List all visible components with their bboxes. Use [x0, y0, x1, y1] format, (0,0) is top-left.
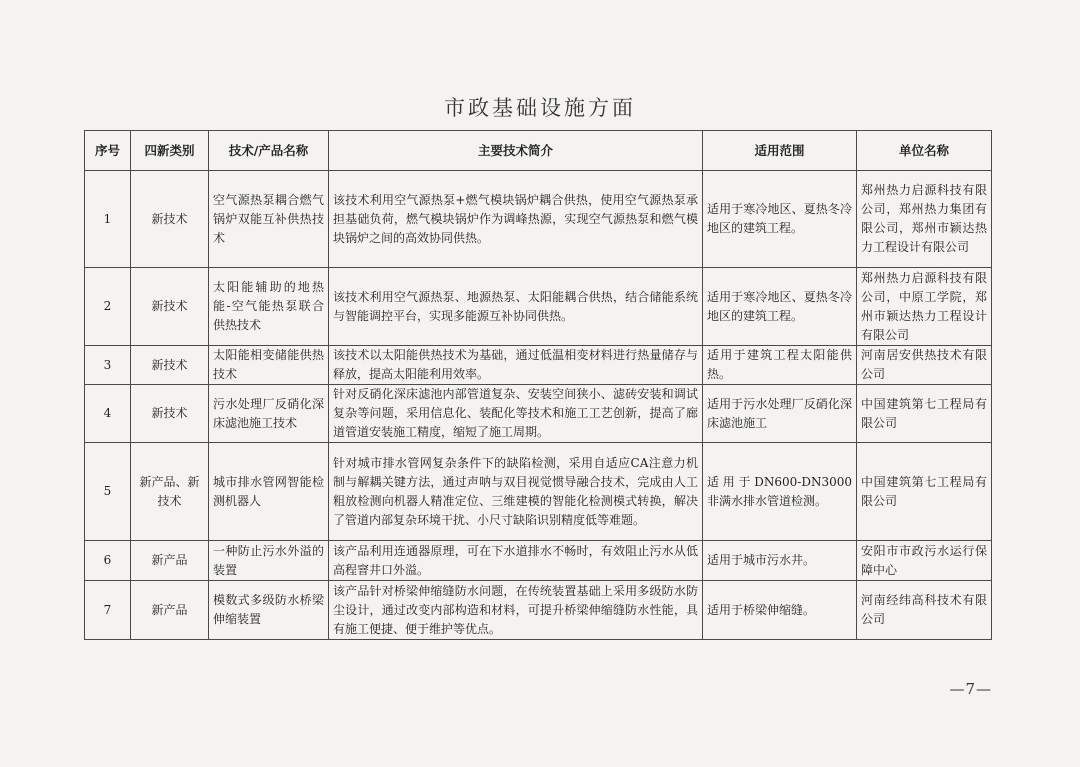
row-number: 4 — [85, 385, 131, 443]
header-number: 序号 — [85, 131, 131, 171]
technology-table — [84, 130, 992, 640]
row-category: 新技术 — [131, 171, 209, 268]
row-description: 针对城市排水管网复杂条件下的缺陷检测，采用自适应CA注意力机制与解耦关键方法，通过声呐与双目视觉惯导融合技术，完成由人工粗放检测向机器人精准定位、三维建模的智能化检测模式转换，解决了管道内部复杂环境干扰、小尺寸缺陷识别精度低等难题。 — [329, 443, 703, 541]
row-name: 空气源热泵耦合燃气锅炉双能互补供热技术 — [209, 171, 329, 268]
header-category: 四新类别 — [131, 131, 209, 171]
row-unit: 中国建筑第七工程局有限公司 — [857, 385, 992, 443]
row-unit: 河南居安供热技术有限公司 — [857, 346, 992, 385]
row-unit: 安阳市市政污水运行保障中心 — [857, 541, 992, 581]
header-name: 技术/产品名称 — [209, 131, 329, 171]
table-row — [85, 268, 992, 346]
row-number: 2 — [85, 268, 131, 346]
row-name: 城市排水管网智能检测机器人 — [209, 443, 329, 541]
row-scope: 适用于污水处理厂反硝化深床滤池施工 — [703, 385, 857, 443]
row-unit: 河南经纬高科技术有限公司 — [857, 581, 992, 640]
row-description: 该技术以太阳能供热技术为基础，通过低温相变材料进行热量储存与释放，提高太阳能利用效率。 — [329, 346, 703, 385]
row-number: 3 — [85, 346, 131, 385]
row-scope: 适用于寒冷地区、夏热冬冷地区的建筑工程。 — [703, 171, 857, 268]
row-number: 1 — [85, 171, 131, 268]
row-description: 该技术利用空气源热泵+燃气模块锅炉耦合供热，使用空气源热泵承担基础负荷，燃气模块锅炉作为调峰热源，实现空气源热泵和燃气模块锅炉之间的高效协同供热。 — [329, 171, 703, 268]
row-unit: 郑州热力启源科技有限公司，郑州热力集团有限公司，郑州市颖达热力工程设计有限公司 — [857, 171, 992, 268]
row-category: 新产品 — [131, 541, 209, 581]
row-name: 模数式多级防水桥梁伸缩装置 — [209, 581, 329, 640]
row-category: 新产品 — [131, 581, 209, 640]
row-name: 污水处理厂反硝化深床滤池施工技术 — [209, 385, 329, 443]
row-unit: 郑州热力启源科技有限公司，中原工学院，郑州市颖达热力工程设计有限公司 — [857, 268, 992, 346]
header-scope: 适用范围 — [703, 131, 857, 171]
row-number: 7 — [85, 581, 131, 640]
table-row — [85, 443, 992, 541]
page-title: 市政基础设施方面 — [444, 96, 636, 120]
table-row — [85, 171, 992, 268]
row-category: 新技术 — [131, 268, 209, 346]
table-row — [85, 581, 992, 640]
table-row — [85, 541, 992, 581]
row-description: 该产品针对桥梁伸缩缝防水问题，在传统装置基础上采用多级防水防尘设计，通过改变内部构造和材料，可提升桥梁伸缩缝防水性能，具有施工便捷、便于维护等优点。 — [329, 581, 703, 640]
row-scope: 适用于建筑工程太阳能供热。 — [703, 346, 857, 385]
row-number: 5 — [85, 443, 131, 541]
header-unit: 单位名称 — [857, 131, 992, 171]
table-header-row — [85, 131, 992, 171]
row-scope: 适用于城市污水井。 — [703, 541, 857, 581]
row-category: 新技术 — [131, 346, 209, 385]
row-description: 该技术利用空气源热泵、地源热泵、太阳能耦合供热，结合储能系统与智能调控平台，实现多能源互补协同供热。 — [329, 268, 703, 346]
row-name: 太阳能辅助的地热能-空气能热泵联合供热技术 — [209, 268, 329, 346]
header-description: 主要技术简介 — [329, 131, 703, 171]
table-row — [85, 385, 992, 443]
row-category: 新产品、新技术 — [131, 443, 209, 541]
row-scope: 适用于桥梁伸缩缝。 — [703, 581, 857, 640]
row-name: 一种防止污水外溢的装置 — [209, 541, 329, 581]
row-name: 太阳能相变储能供热技术 — [209, 346, 329, 385]
row-scope: 适用于DN600-DN3000非满水排水管道检测。 — [703, 443, 857, 541]
row-unit: 中国建筑第七工程局有限公司 — [857, 443, 992, 541]
row-category: 新技术 — [131, 385, 209, 443]
row-description: 该产品利用连通器原理，可在下水道排水不畅时，有效阻止污水从低高程窨井口外溢。 — [329, 541, 703, 581]
table-row — [85, 346, 992, 385]
row-scope: 适用于寒冷地区、夏热冬冷地区的建筑工程。 — [703, 268, 857, 346]
row-number: 6 — [85, 541, 131, 581]
row-description: 针对反硝化深床滤池内部管道复杂、安装空间狭小、滤砖安装和调试复杂等问题，采用信息化、装配化等技术和施工工艺创新，提高了廊道管道安装施工精度，缩短了施工周期。 — [329, 385, 703, 443]
page-number: —7— — [949, 680, 992, 698]
